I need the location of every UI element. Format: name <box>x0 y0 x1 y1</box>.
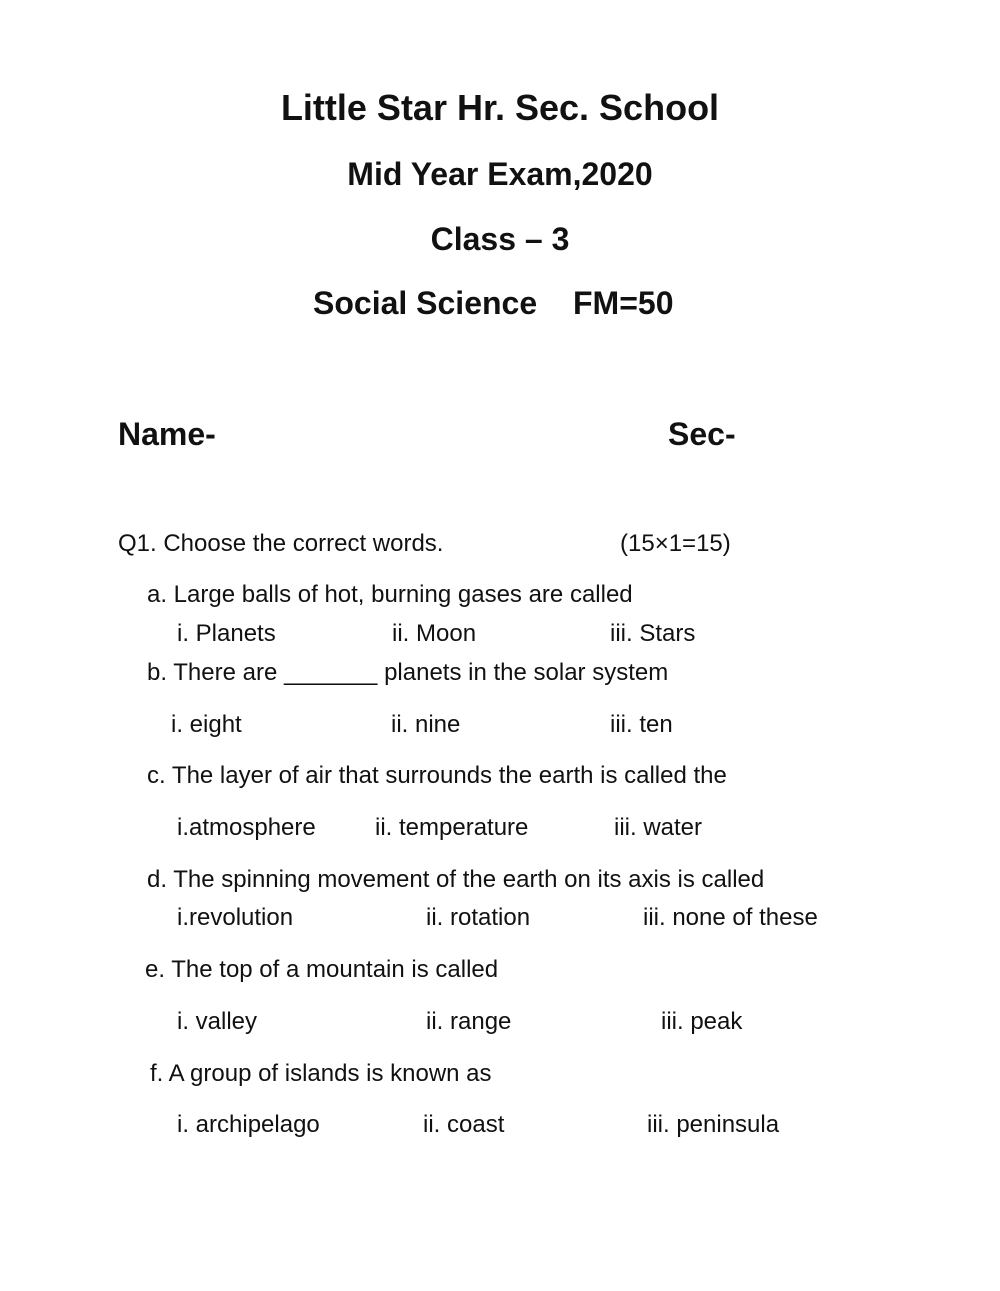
option: ii. rotation <box>426 904 531 931</box>
question-item: c. The layer of air that surrounds the earth is called the <box>147 762 727 789</box>
question-item: b. There are _______ planets in the solar system <box>147 659 669 686</box>
class-label: Class – 3 <box>430 221 570 257</box>
question-marks: (15×1=15) <box>620 530 731 557</box>
option: i. eight <box>171 711 242 738</box>
question-title: Q1. Choose the correct words. <box>118 530 444 557</box>
option: ii. coast <box>423 1111 505 1138</box>
option: ii. nine <box>391 711 461 738</box>
exam-title: Mid Year Exam,2020 <box>347 156 653 192</box>
option: ii. range <box>426 1008 512 1035</box>
option: i.atmosphere <box>177 814 316 841</box>
subject-label: Social Science <box>313 285 538 321</box>
option: i.revolution <box>177 904 294 931</box>
question-item: a. Large balls of hot, burning gases are called <box>147 581 633 608</box>
question-item: d. The spinning movement of the earth on its axis is called <box>147 866 765 893</box>
option: ii. Moon <box>392 620 477 647</box>
option: iii. peak <box>661 1008 743 1035</box>
question-item: e. The top of a mountain is called <box>145 956 499 983</box>
option: iii. none of these <box>643 904 818 931</box>
option: iii. ten <box>610 711 673 738</box>
question-item: f. A group of islands is known as <box>150 1060 492 1087</box>
option: iii. water <box>614 814 703 841</box>
name-label: Name- <box>118 416 216 452</box>
option: i. archipelago <box>177 1111 320 1138</box>
option: ii. temperature <box>375 814 529 841</box>
full-marks: FM=50 <box>573 285 674 321</box>
option: i. Planets <box>177 620 276 647</box>
option: iii. peninsula <box>647 1111 780 1138</box>
option: i. valley <box>177 1008 258 1035</box>
section-label: Sec- <box>668 416 736 452</box>
school-name: Little Star Hr. Sec. School <box>280 87 720 128</box>
option: iii. Stars <box>610 620 696 647</box>
